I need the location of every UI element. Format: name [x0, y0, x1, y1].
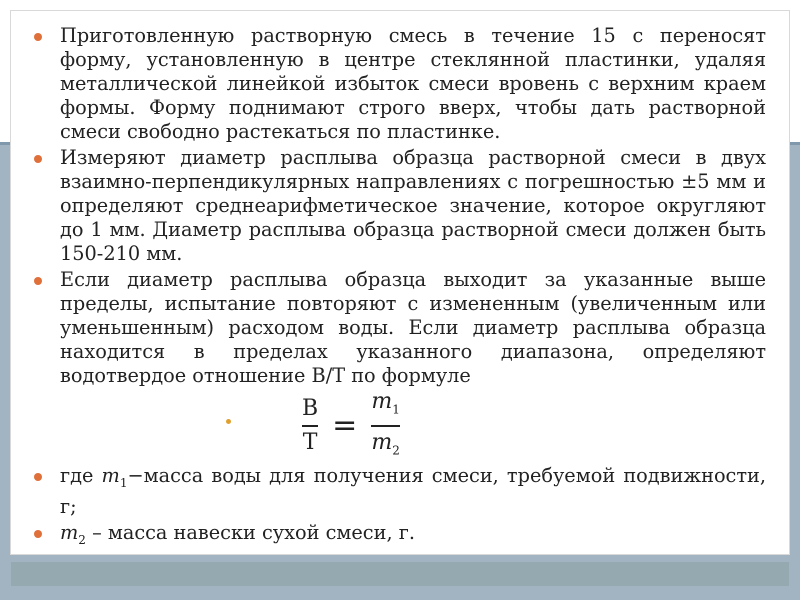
bullet-item-5 — [34, 521, 766, 552]
bullet-text: Измеряют диаметр расплыва образца растворной смеси в двух взаимно-перпендикулярных направлениях с погрешностью ±5 мм и определяют среднеарифметическое значение, которое округляют до 1 мм. Диаметр расплыва образца растворной смеси должен быть 150-210 мм. — [60, 146, 766, 265]
fraction-left-denominator: Т — [302, 429, 318, 455]
bullet-icon — [34, 277, 42, 285]
fraction-right-numerator: $m_1$ — [371, 388, 400, 417]
bullet-item-4 — [34, 464, 766, 519]
fraction-bar — [302, 425, 318, 427]
bullet-icon — [34, 33, 42, 41]
fraction-bar — [371, 425, 400, 427]
bullet-item-3 — [34, 268, 766, 388]
bullet-item-2 — [34, 146, 766, 266]
fraction-right — [371, 388, 400, 464]
equals-sign: = — [332, 408, 358, 443]
bullet-icon — [34, 155, 42, 163]
fraction-left-numerator: В — [302, 396, 319, 422]
fraction-left — [302, 395, 318, 457]
footer-bar — [11, 562, 789, 586]
bullet-list — [34, 24, 766, 554]
small-dot-icon — [226, 419, 231, 424]
bullet-text: $m_2$ – масса навески сухой смеси, г. — [60, 520, 415, 547]
bullet-icon — [34, 530, 42, 538]
fraction-right-denominator: $m_2$ — [371, 429, 400, 458]
formula-row — [34, 388, 766, 460]
bullet-text: Если диаметр расплыва образца выходит за указанные выше пределы, испытание повторяют с измененным (увеличенным или уменьшенным) расходом воды. Если диаметр расплыва образца находится в пределах указанного диапазона, определяют водотвердое отношение В/Т по формуле — [60, 268, 766, 387]
bullet-icon — [34, 473, 42, 481]
bullet-item-1 — [34, 24, 766, 144]
bullet-text: Приготовленную растворную смесь в течение 15 с переносят форму, установленную в центре стеклянной пластинки, удаляя металлической линейкой избыток смеси вровень с верхним краем формы. Форму поднимают строго вверх, чтобы дать растворной смеси свободно растекаться по пластинке. — [60, 24, 766, 143]
formula — [302, 388, 442, 458]
bullet-text: где $m_1-масса$ воды для получения смеси, требуемой подвижности, г; — [60, 464, 766, 518]
